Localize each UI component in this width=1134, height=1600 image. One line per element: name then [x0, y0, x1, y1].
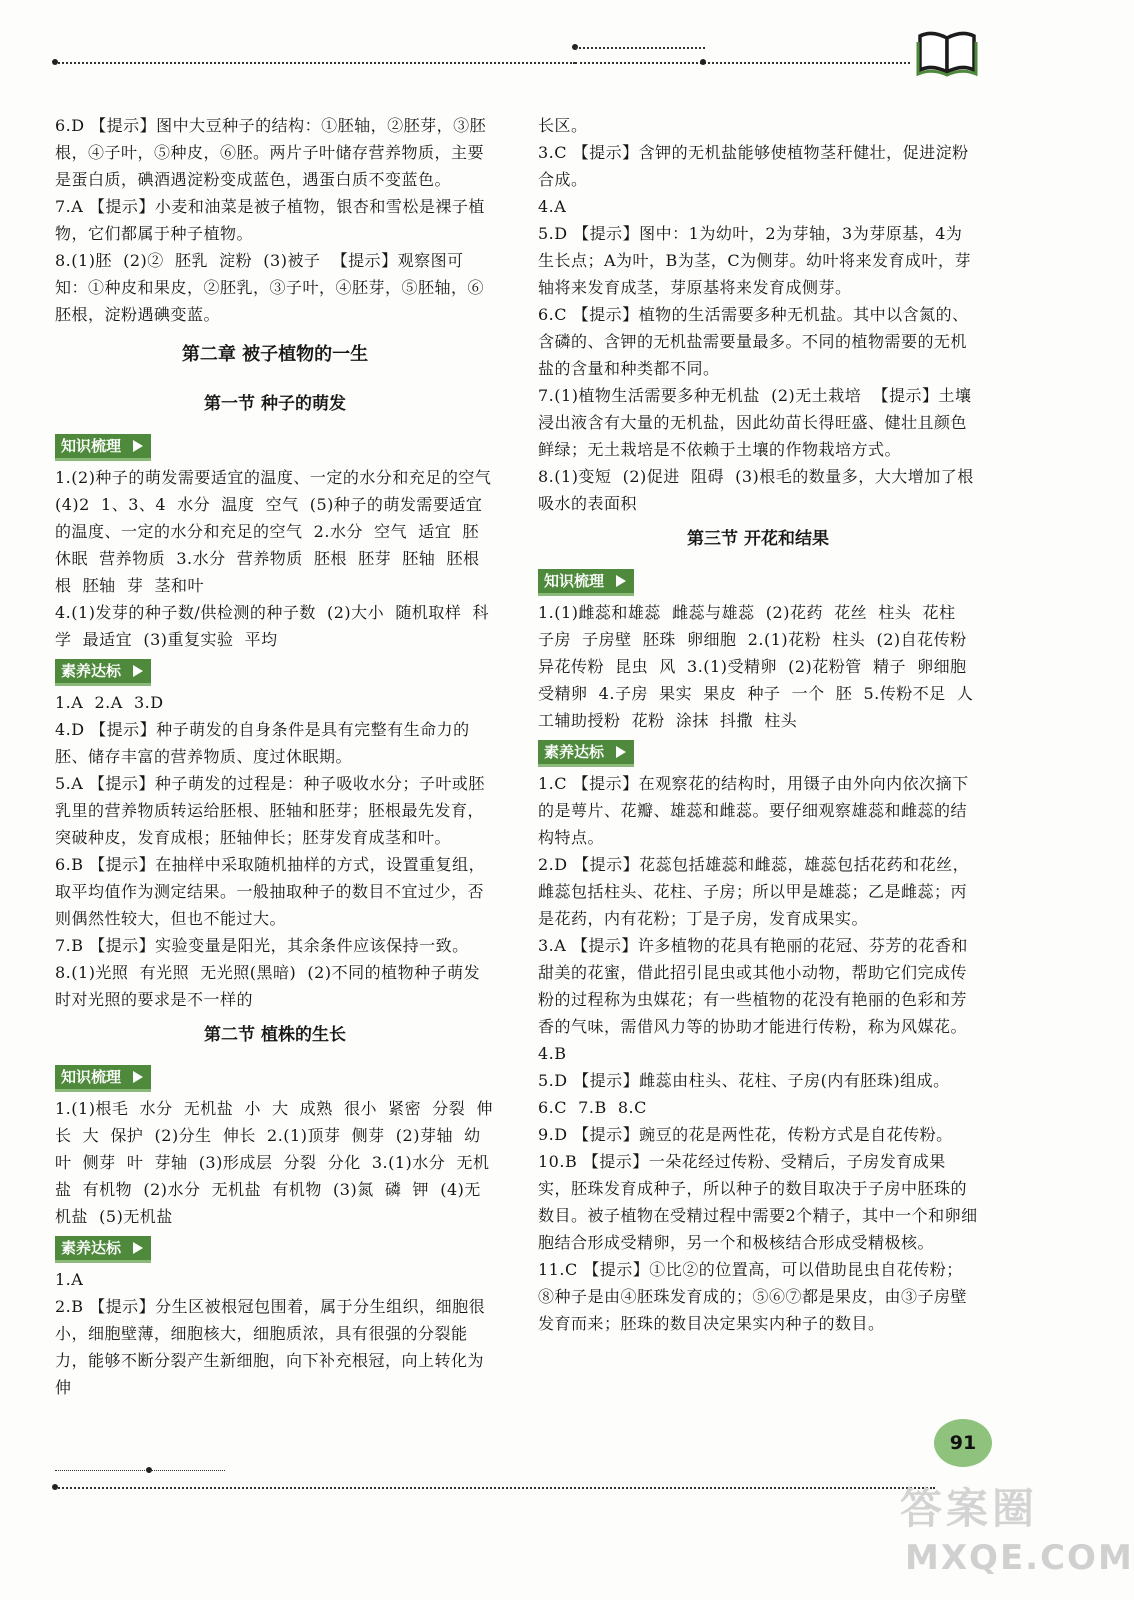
section-title: 第一节 种子的萌发: [204, 394, 346, 414]
answer-paragraph: 4.A: [538, 197, 567, 216]
footer-dotted-line: [55, 1487, 935, 1489]
watermark-url: MXQE.COM: [905, 1538, 1134, 1578]
watermark-text: 答案圈: [900, 1484, 1039, 1533]
answer-paragraph: 1.(1)根毛 水分 无机盐 小 大 成熟 很小 紧密 分裂 伸长 大 保护 (2)分生 伸长 2.(1)顶芽 侧芽 (2)芽轴 幼叶 侧芽 叶 芽轴 (3)形成层 分裂 分化 3.(1)水分 无机盐 有机物 (2)水分 无机盐 有机物 (3)氮 磷 钾 (4)无机盐 (5)无机盐: [55, 1099, 493, 1226]
answer-paragraph: 6.C 【提示】植物的生活需要多种无机盐。其中以含氮的、含磷的、含钾的无机盐需要量最多。不同的植物需要的无机盐的含量和种类都不同。: [538, 305, 969, 378]
answer-paragraph: 4.(1)发芽的种子数/供检测的种子数 (2)大小 随机取样 科学 最适宜 (3)重复实验 平均: [55, 603, 490, 649]
answer-paragraph: 5.D 【提示】图中：1为幼叶，2为芽轴，3为芽原基，4为生长点；A为叶，B为茎，C为侧芽。幼叶将来发育成叶，芽轴将来发育成茎，芽原基将来发育成侧芽。: [538, 224, 972, 297]
answer-paragraph: 6.D 【提示】图中大豆种子的结构：①胚轴，②胚芽，③胚根，④子叶，⑤种皮，⑥胚。两片子叶储存营养物质，主要是蛋白质，碘酒遇淀粉变成蓝色，遇蛋白质不变蓝色。: [55, 116, 487, 189]
answer-paragraph: 8.(1)光照 有光照 无光照(黑暗) (2)不同的植物种子萌发时对光照的要求是不一样的: [55, 963, 481, 1009]
answer-paragraph: 9.D 【提示】豌豆的花是两性花，传粉方式是自花传粉。: [538, 1125, 953, 1144]
answer-paragraph: 2.D 【提示】花蕊包括雄蕊和雌蕊，雄蕊包括花药和花丝，雌蕊包括柱头、花柱、子房；所以甲是雄蕊；乙是雌蕊；丙是花药，内有花粉；丁是子房，发育成果实。: [538, 855, 970, 928]
header-dotted-line: [575, 47, 705, 49]
header-dot: [700, 59, 706, 65]
answer-paragraph: 7.(1)植物生活需要多种无机盐 (2)无土栽培 【提示】土壤浸出液含有大量的无机盐，因此幼苗长得旺盛、健壮且颜色鲜绿；无土栽培是不依赖于土壤的作物栽培方式。: [538, 386, 972, 459]
answer-paragraph: 8.(1)胚 (2)② 胚乳 淀粉 (3)被子 【提示】观察图可知：①种皮和果皮，②胚乳，③子叶，④胚芽，⑤胚轴，⑥胚根，淀粉遇碘变蓝。: [55, 251, 485, 324]
answer-paragraph: 5.A 【提示】种子萌发的过程是：种子吸收水分；子叶或胚乳里的营养物质转运给胚根、胚轴和胚芽；胚根最先发育，突破种皮，发育成根；胚轴伸长；胚芽发育成茎和叶。: [55, 774, 485, 847]
answer-paragraph: 1.A: [55, 1270, 84, 1289]
answer-paragraph: 3.C 【提示】含钾的无机盐能够使植物茎秆健壮，促进淀粉合成。: [538, 143, 969, 189]
answer-paragraph: 11.C 【提示】①比②的位置高，可以借助昆虫自花传粉；⑧种子是由④胚珠发育成的；⑤⑥⑦都是果皮，由③子房壁发育而来；胚珠的数目决定果实内种子的数目。: [538, 1260, 968, 1333]
answer-paragraph: 3.A 【提示】许多植物的花具有艳丽的花冠、芬芳的花香和甜美的花蜜，借此招引昆虫或其他小动物，帮助它们完成传粉的过程称为虫媒花；有一些植物的花没有艳丽的色彩和芳香的气味，需借风力等的协助才能进行传粉，称为风媒花。: [538, 936, 968, 1036]
answer-paragraph: 长区。: [538, 116, 588, 135]
left-column: [55, 112, 503, 1401]
page-number: 91: [934, 1419, 992, 1467]
header-dotted-line: [575, 62, 910, 64]
footer-dotted-line: [55, 1470, 225, 1471]
chapter-title: 第二章 被子植物的一生: [181, 344, 369, 365]
answer-paragraph: 7.B 【提示】实验变量是阳光，其余条件应该保持一致。: [55, 936, 469, 955]
answer-paragraph: 2.B 【提示】分生区被根冠包围着，属于分生组织，细胞很小，细胞壁薄，细胞核大，细胞质浓，具有很强的分裂能力，能够不断分裂产生新细胞，向下补充根冠，向上转化为伸: [55, 1297, 486, 1397]
section-tag: 知识梳理: [538, 569, 634, 593]
answer-paragraph: 5.D 【提示】雌蕊由柱头、花柱、子房(内有胚珠)组成。: [538, 1071, 950, 1090]
answer-paragraph: 4.D 【提示】种子萌发的自身条件是具有完整有生命力的胚、储存丰富的营养物质、度过休眠期。: [55, 720, 470, 766]
header-dotted-line: [55, 62, 575, 64]
right-column: [538, 112, 978, 1337]
answer-paragraph: 1.(2)种子的萌发需要适宜的温度、一定的水分和充足的空气 (4)2 1、3、4 水分 温度 空气 (5)种子的萌发需要适宜的温度、一定的水分和充足的空气 2.水分 空气 适宜 胚 休眠 营养物质 3.水分 营养物质 胚根 胚芽 胚轴 胚根 根 胚轴 芽 茎和叶: [55, 468, 503, 595]
section-tag: 知识梳理: [55, 1065, 151, 1089]
answer-paragraph: 6.C 7.B 8.C: [538, 1098, 647, 1117]
section-tag: 素养达标: [55, 1236, 151, 1260]
answer-paragraph: 10.B 【提示】一朵花经过传粉、受精后，子房发育成果实，胚珠发育成种子，所以种子的数目取决于子房中胚珠的数目。被子植物在受精过程中需要2个精子，其中一个和卵细胞结合形成受精卵，另一个和极核结合形成受精极核。: [538, 1152, 978, 1252]
section-tag: 素养达标: [538, 740, 634, 764]
section-tag: 知识梳理: [55, 434, 151, 458]
open-book-icon: [916, 28, 978, 76]
section-title: 第三节 开花和结果: [687, 529, 829, 549]
answer-paragraph: 1.(1)雌蕊和雄蕊 雌蕊与雄蕊 (2)花药 花丝 柱头 花柱 子房 子房壁 胚珠 卵细胞 2.(1)花粉 柱头 (2)自花传粉 异花传粉 昆虫 风 3.(1)受精卵 (2)花粉管 精子 卵细胞 受精卵 4.子房 果实 果皮 种子 一个 胚 5.传粉不足 人工辅助授粉 花粉 涂抹 抖撒 柱头: [538, 603, 978, 730]
answer-paragraph: 1.C 【提示】在观察花的结构时，用镊子由外向内依次摘下的是萼片、花瓣、雄蕊和雌蕊。要仔细观察雄蕊和雌蕊的结构特点。: [538, 774, 969, 847]
answer-paragraph: 6.B 【提示】在抽样中采取随机抽样的方式，设置重复组，取平均值作为测定结果。一般抽取种子的数目不宜过少，否则偶然性较大，但也不能过大。: [55, 855, 486, 928]
section-title: 第二节 植株的生长: [204, 1025, 346, 1045]
section-tag: 素养达标: [55, 659, 151, 683]
answer-paragraph: 4.B: [538, 1044, 567, 1063]
header-dot: [52, 59, 58, 65]
answer-paragraph: 7.A 【提示】小麦和油菜是被子植物，银杏和雪松是裸子植物，它们都属于种子植物。: [55, 197, 485, 243]
answer-paragraph: 1.A 2.A 3.D: [55, 693, 164, 712]
footer-dot: [52, 1484, 58, 1490]
answer-paragraph: 8.(1)变短 (2)促进 阻碍 (3)根毛的数量多，大大增加了根吸水的表面积: [538, 467, 974, 513]
footer-dot: [146, 1467, 152, 1473]
